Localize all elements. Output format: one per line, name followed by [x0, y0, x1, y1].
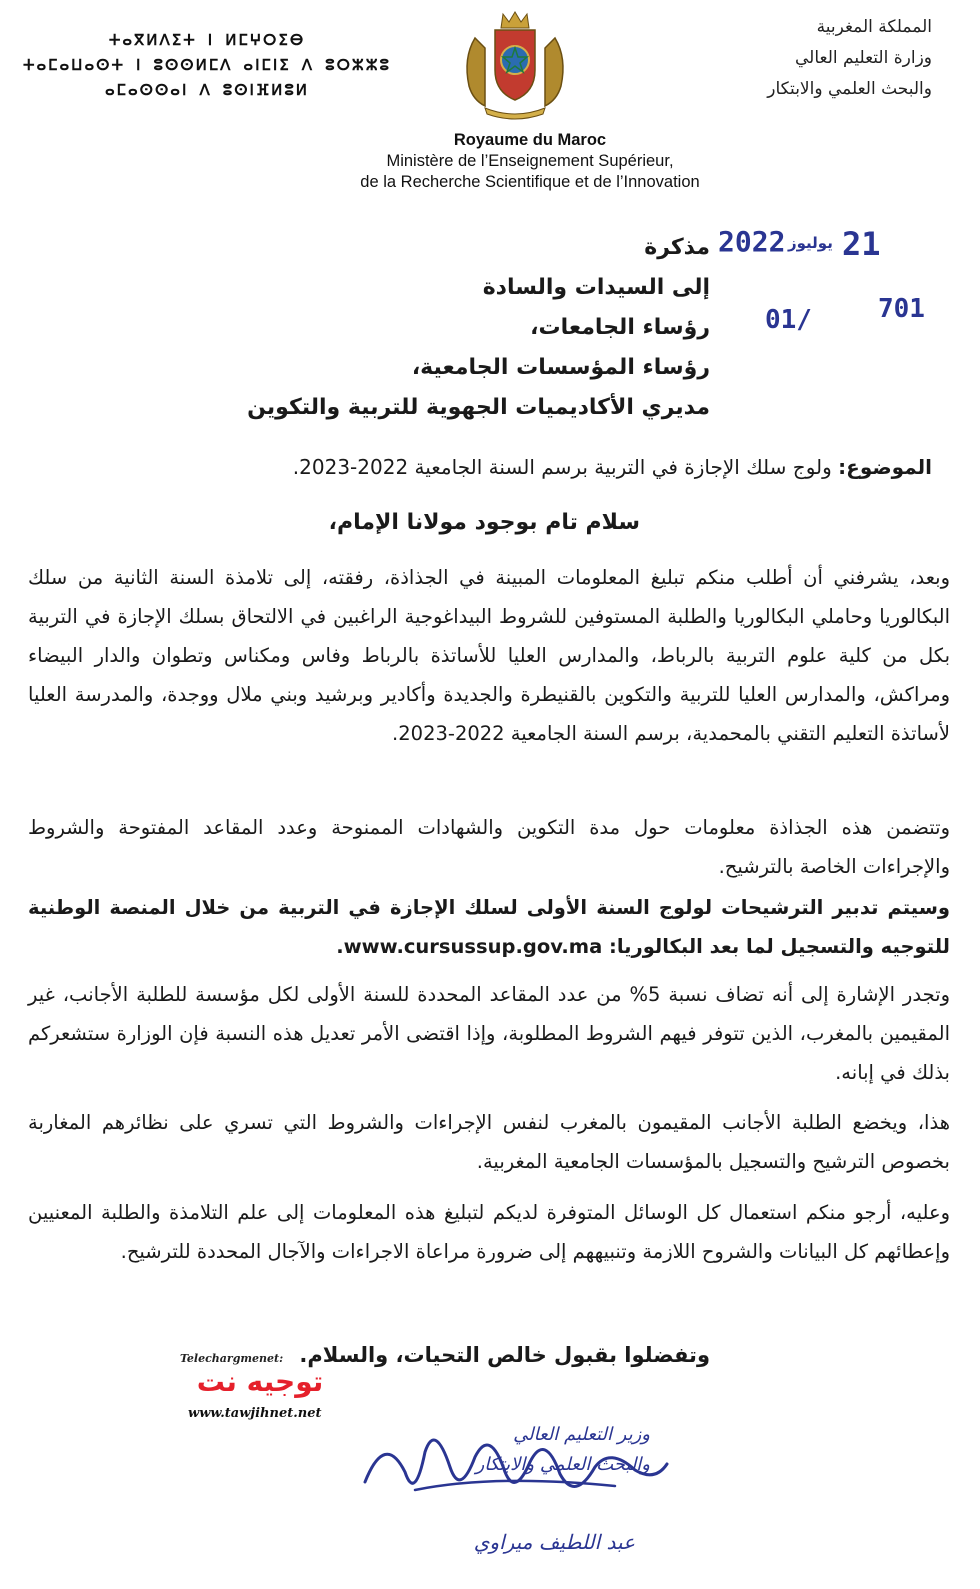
- header-tifinagh-line-2: ⵜⴰⵎⴰⵡⴰⵙⵜ ⵏ ⵓⵙⵙⵍⵎⴷ ⴰⵏⵎⵏⵉ ⴷ ⵓⵔⵣⵣⵓ: [22, 56, 392, 74]
- stamp-ref-b: 701: [878, 294, 925, 324]
- closing: وتفضلوا بقبول خالص التحيات، والسلام.: [299, 1343, 710, 1367]
- header-arabic-line-2: وزارة التعليم العالي: [794, 48, 932, 68]
- coat-of-arms-icon: [455, 8, 575, 120]
- addressee-line-3: مديري الأكاديميات الجهوية للتربية والتكوين: [247, 395, 710, 420]
- signature-title-line-1: وزير التعليم العالي: [513, 1424, 650, 1445]
- addressee-line-1: رؤساء الجامعات،: [530, 315, 710, 340]
- memo-title: مذكرة: [644, 235, 710, 260]
- header-arabic-line-3: والبحث العلمي والابتكار: [767, 79, 932, 99]
- paragraph-2: وتتضمن هذه الجذاذة معلومات حول مدة التكوين والشهادات الممنوحة وعدد المقاعد المفتوحة والشروط والإجراءات الخاصة بالترشيح.: [28, 816, 950, 878]
- addressees: [210, 228, 710, 428]
- header-french-line-1: Royaume du Maroc: [453, 131, 607, 149]
- subject-text: ولوج سلك الإجازة في التربية برسم السنة الجامعية 2022-2023.: [292, 455, 839, 479]
- header-tifinagh-line-3: ⴰⵎⴰⵙⵙⴰⵏ ⴷ ⵓⵙⵏⴼⵍⵓⵍ: [104, 81, 310, 99]
- paragraph-4: وتجدر الإشارة إلى أنه تضاف نسبة 5% من عدد المقاعد المحددة للسنة الأولى لكل مؤسسة للطلبة الأجانب، غير المقيمين بالمغرب، الذين تتوفر فيهم الشروط المطلوبة، وإذا اقتضى الأمر تعديل هذه النسبة فإن الوزارة ستشعركم بذلك في إبانه.: [28, 983, 951, 1084]
- signature-name: عبد اللطيف ميراوي: [473, 1530, 635, 1554]
- header-tifinagh: [12, 28, 402, 103]
- header-arabic-line-1: المملكة المغربية: [816, 17, 932, 37]
- header-french-line-2: Ministère de l’Enseignement Supérieur,: [386, 152, 674, 170]
- addressee-line-2: رؤساء المؤسسات الجامعية،: [411, 355, 710, 380]
- header-arabic: [672, 12, 932, 105]
- stamp-ref-a: 01/: [765, 305, 812, 335]
- paragraph-5: هذا، ويخضع الطلبة الأجانب المقيمون بالمغرب لنفس الإجراءات والشروط التي تسري على نظائرهم المغاربة بخصوص الترشيح والتسجيل بالمؤسسات الجامعية المغربية.: [28, 1111, 950, 1173]
- stamp-date-year: 2022: [718, 225, 786, 258]
- greeting: سلام تام بوجود مولانا الإمام،: [328, 510, 640, 535]
- watermark-brand: توجيه نت: [196, 1365, 324, 1398]
- watermark-label: Telechargmenet:: [180, 1352, 284, 1365]
- header-french: [230, 130, 830, 193]
- header-tifinagh-line-1: ⵜⴰⴳⵍⴷⵉⵜ ⵏ ⵍⵎⵖⵔⵉⴱ: [108, 31, 306, 49]
- paragraph-3: وسيتم تدبير الترشيحات لولوج السنة الأولى لسلك الإجازة في التربية من خلال المنصة الوطنية للتوجيه والتسجيل لما بعد البكالوريا: www.cursussup.gov.ma.: [28, 896, 950, 958]
- stamp-date-month: يوليوز: [788, 234, 833, 252]
- signature-title-line-2: والبحث العلمي والابتكار: [475, 1454, 650, 1475]
- paragraph-6: وعليه، أرجو منكم استعمال كل الوسائل المتوفرة لديكم لتبليغ هذه المعلومات إلى علم التلامذة والطلبة المعنيين وإعطائهم كل البيانات والشروح اللازمة وتنبيههم إلى ضرورة مراعاة الاجراءات والآجال المحددة للترشيح.: [28, 1201, 950, 1263]
- watermark-url[interactable]: www.tawjihnet.net: [188, 1406, 322, 1421]
- addressee-to: إلى السيدات والسادة: [482, 275, 710, 300]
- header-french-line-3: de la Recherche Scientifique et de l’Innovation: [360, 173, 700, 191]
- stamp-date-day: 21: [842, 225, 881, 263]
- signature-scribble-icon: [355, 1412, 675, 1532]
- subject-line: [52, 452, 932, 482]
- subject-label: الموضوع:: [838, 455, 932, 479]
- paragraph-1: وبعد، يشرفني أن أطلب منكم تبليغ المعلومات المبينة في الجذاذة، رفقته، إلى تلامذة السنة الثانية من سلك البكالوريا وحاملي البكالوريا والطلبة المستوفين للشروط البيداغوجية الراغبين في الالتحاق بسلك الإجازة في التربية بكل من كلية علوم التربية بالرباط، والمدارس العليا للأساتذة بالرباط وفاس ومكناس وتطوان والدار البيضاء ومراكش، والمدارس العليا للتربية والتكوين بالقنيطرة والجديدة وأكادير وبرشيد وبني ملال ووجدة، والمدرسة العليا لأساتذة التعليم التقني بالمحمدية، برسم السنة الجامعية 2022-2023.: [28, 566, 950, 745]
